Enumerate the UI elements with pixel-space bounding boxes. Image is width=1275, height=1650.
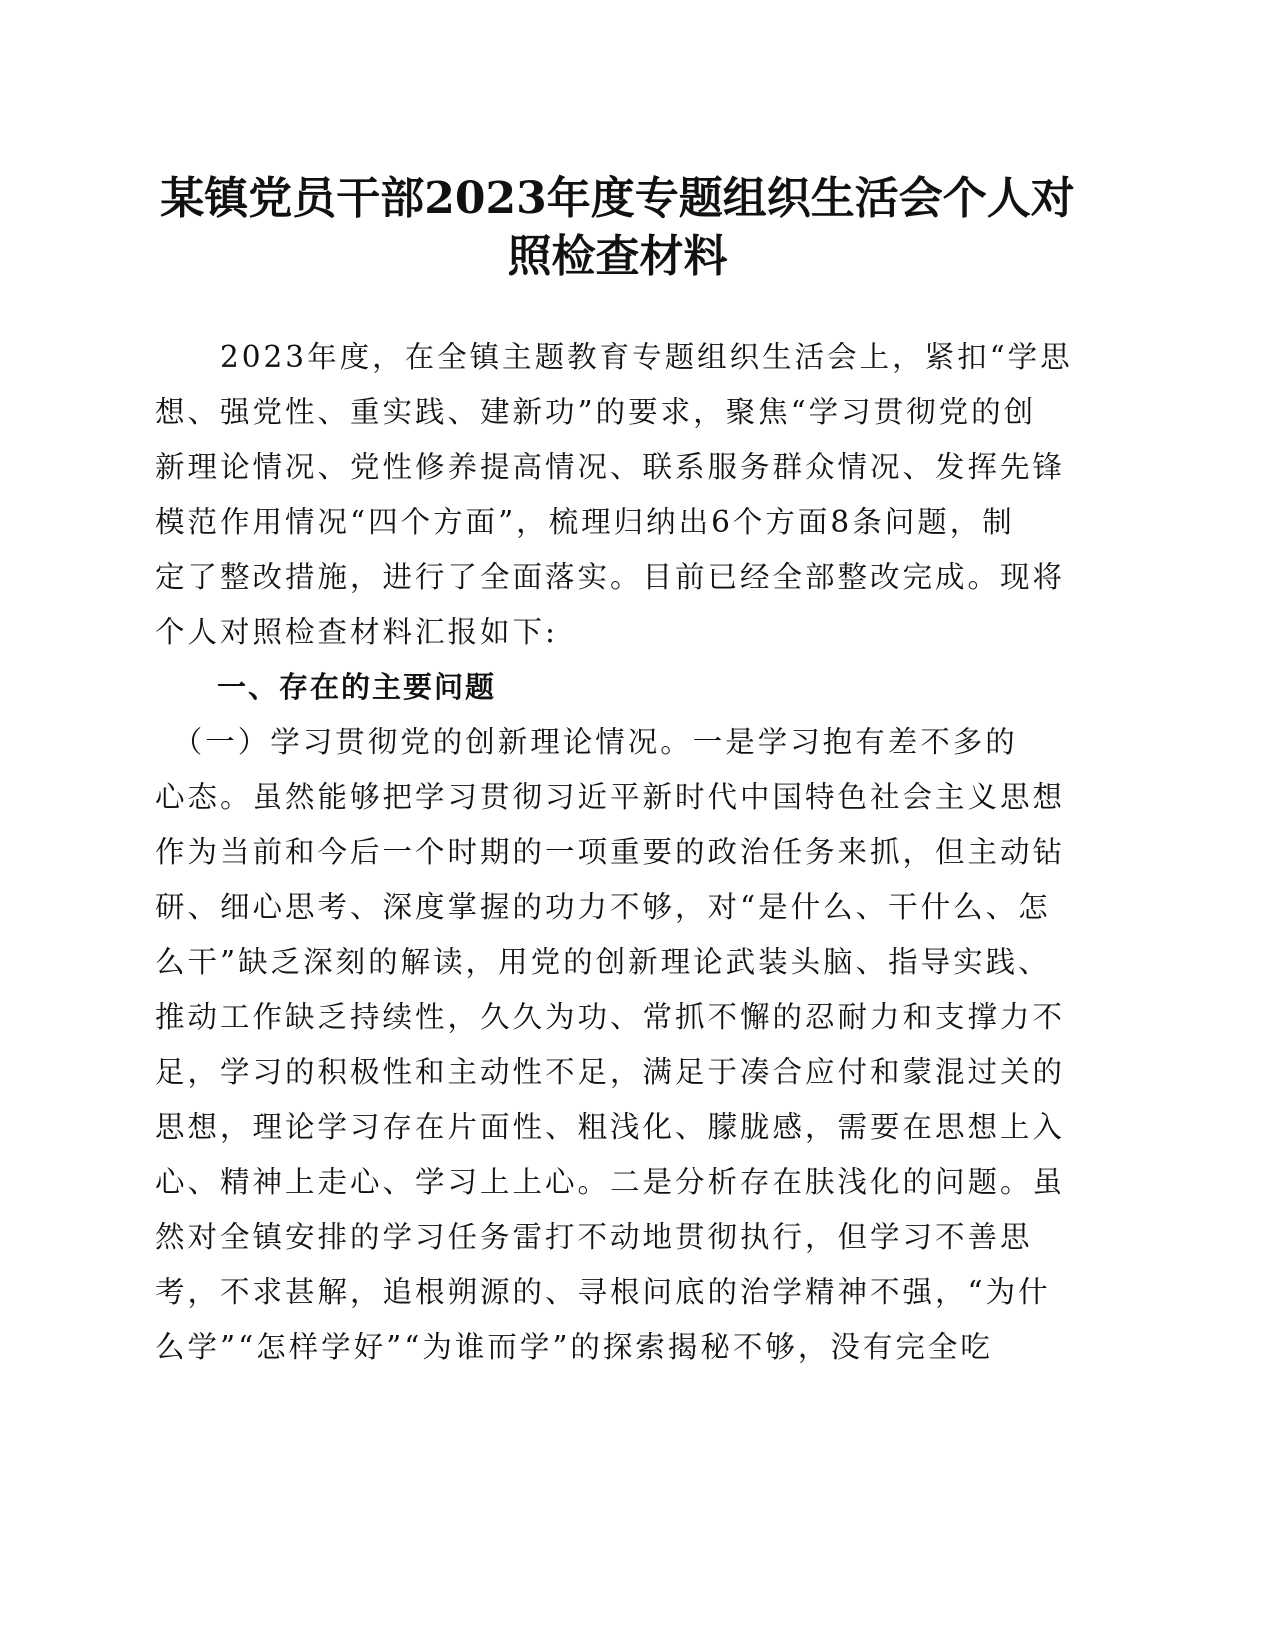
body-line-19: 么学”“怎样学好”“为谁而学”的探索揭秘不够，没有完全吃	[155, 1330, 993, 1364]
body-line-6: 个人对照检查材料汇报如下:	[155, 615, 558, 649]
body-line-17: 然对全镇安排的学习任务雷打不动地贯彻执行，但学习不善思	[155, 1220, 1033, 1254]
body-line-2: 想、强党性、重实践、建新功”的要求，聚焦“学习贯彻党的创	[155, 395, 1037, 429]
body-line-4: 模范作用情况“四个方面”，梳理归纳出6个方面8条问题，制	[155, 505, 1015, 539]
body-line-5: 定了整改措施，进行了全面落实。目前已经全部整改完成。现将	[155, 560, 1066, 594]
body-line-13: 推动工作缺乏持续性，久久为功、常抓不懈的忍耐力和支撑力不	[155, 1000, 1066, 1034]
body-line-16: 心、精神上走心、学习上上心。二是分析存在肤浅化的问题。虽	[155, 1165, 1066, 1199]
body-line-12: 么干”缺乏深刻的解读，用党的创新理论武装头脑、指导实践、	[155, 945, 1051, 979]
body-line-9: 心态。虽然能够把学习贯彻习近平新时代中国特色社会主义思想	[155, 780, 1066, 814]
body-line-3: 新理论情况、党性修养提高情况、联系服务群众情况、发挥先锋	[155, 450, 1066, 484]
body-line-18: 考，不求甚解，追根朔源的、寻根问底的治学精神不强，“为什	[155, 1275, 1051, 1309]
body-line-14: 足，学习的积极性和主动性不足，满足于凑合应付和蒙混过关的	[155, 1055, 1066, 1089]
title-line-2: 照检查材料	[507, 231, 728, 282]
body-line-15: 思想，理论学习存在片面性、粗浅化、朦胧感，需要在思想上入	[155, 1110, 1066, 1144]
title-line-1: 某镇党员干部2023年度专题组织生活会个人对	[160, 173, 1075, 224]
body-line-11: 研、细心思考、深度掌握的功力不够，对“是什么、干什么、怎	[155, 890, 1051, 924]
body-line-1: 2023年度，在全镇主题教育专题组织生活会上，紧扣“学思	[155, 340, 1073, 374]
document-title	[150, 170, 1085, 286]
body-line-10: 作为当前和今后一个时期的一项重要的政治任务来抓，但主动钻	[155, 835, 1066, 869]
body-line-8: （一）学习贯彻党的创新理论情况。一是学习抱有差不多的	[155, 725, 1018, 759]
section-heading: 一、存在的主要问题	[155, 670, 497, 704]
